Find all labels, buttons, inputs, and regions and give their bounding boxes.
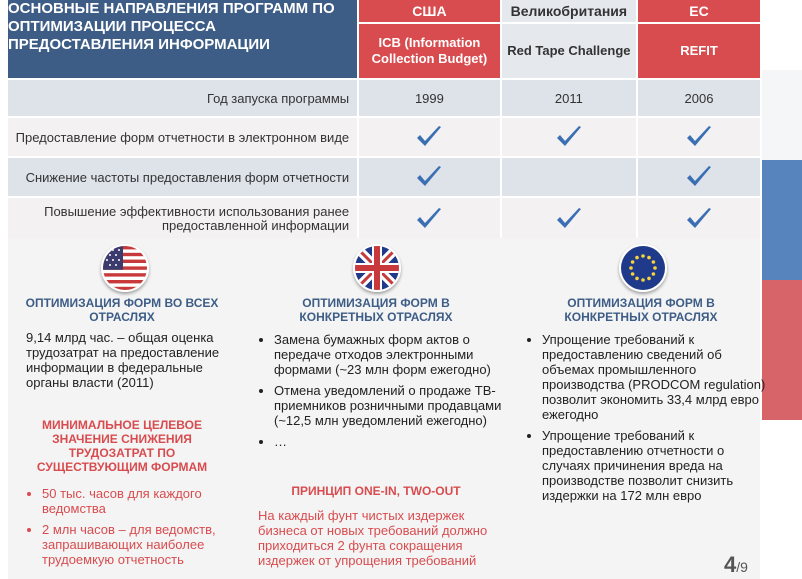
check-cell <box>500 156 636 196</box>
row-label: Снижение частоты предоставления форм отчетности <box>8 156 357 196</box>
table-row <box>8 196 760 240</box>
checkmark-icon <box>415 164 443 190</box>
program-icb: ICB (Information Collection Budget) <box>357 24 500 78</box>
table-row <box>8 78 760 116</box>
uk-bullet-list <box>258 332 526 455</box>
checkmark-icon <box>555 124 583 150</box>
country-uk: Великобритания <box>500 0 636 24</box>
uk-red-title: ПРИНЦИП ONE-IN, TWO-OUT <box>291 484 461 498</box>
us-column-title: ОПТИМИЗАЦИЯ ФОРМ ВО ВСЕХ ОТРАСЛЯХ <box>25 296 219 324</box>
table-row <box>8 116 760 156</box>
checkmark-icon <box>685 124 713 150</box>
year-uk: 2011 <box>500 78 636 116</box>
list-item: • 50 тыс. часов для каждого ведомства <box>42 486 242 516</box>
page-total: /9 <box>736 559 748 575</box>
checkmark-icon <box>685 164 713 190</box>
list-item: • Отмена уведомлений о продаже ТВ-приемников розничными продавцами (~12,5 млн уведомлений ежегодно) <box>274 383 526 428</box>
check-cell <box>500 196 636 240</box>
check-cell <box>357 196 500 240</box>
country-eu: ЕС <box>636 0 760 24</box>
us-flag-icon <box>101 244 149 292</box>
check-cell <box>636 196 760 240</box>
comparison-table <box>8 0 760 240</box>
row-label: Предоставление форм отчетности в электронном виде <box>8 116 357 156</box>
table-row <box>8 156 760 196</box>
table-title: ОСНОВНЫЕ НАПРАВЛЕНИЯ ПРОГРАММ ПО ОПТИМИЗАЦИИ ПРОЦЕССА ПРЕДОСТАВЛЕНИЯ ИНФОРМАЦИИ <box>8 0 357 78</box>
check-cell <box>636 116 760 156</box>
uk-red-text: На каждый фунт чистых издержек бизнеса от новых требований должно приходиться 2 фунта сокращения издержек от упрощения требований <box>258 508 488 568</box>
country-us: США <box>357 0 500 24</box>
eu-flag-icon <box>619 244 667 292</box>
eu-bullet-list <box>526 332 774 509</box>
check-cell <box>636 156 760 196</box>
list-item: • 2 млн часов – для ведомств, запрашивающих наиболее трудоемкую отчетность <box>42 522 242 567</box>
us-column-text: 9,14 млрд час. – общая оценка трудозатрат на предоставление информации в федеральные органы власти (2011) <box>26 330 220 390</box>
check-cell <box>357 156 500 196</box>
checkmark-icon <box>415 206 443 232</box>
program-refit: REFIT <box>636 24 760 78</box>
year-eu: 2006 <box>636 78 760 116</box>
year-us: 1999 <box>357 78 500 116</box>
checkmark-icon <box>685 206 713 232</box>
list-item: • Упрощение требований к предоставлению сведений об объемах промышленного производства (PRODCOM regulation) позволит экономить 33,4 млрд евро ежегодно <box>542 332 774 422</box>
check-cell <box>500 116 636 156</box>
checkmark-icon <box>415 124 443 150</box>
eu-column-title: ОПТИМИЗАЦИЯ ФОРМ В КОНКРЕТНЫХ ОТРАСЛЯХ <box>564 296 718 324</box>
uk-flag-icon <box>353 244 401 292</box>
page-current: 4 <box>724 552 737 577</box>
list-item: • Упрощение требований к предоставлению отчетности о случаях причинения вреда на производстве позволит снизить издержки на 172 млн евро <box>542 428 774 503</box>
us-bullet-list <box>26 486 242 573</box>
list-item: • Замена бумажных форм актов о передаче отходов электронными формами (~23 млн форм ежегодно) <box>274 332 526 377</box>
page-number <box>724 552 748 578</box>
row-label: Год запуска программы <box>8 78 357 116</box>
list-item: • … <box>274 434 526 449</box>
uk-column-title: ОПТИМИЗАЦИЯ ФОРМ В КОНКРЕТНЫХ ОТРАСЛЯХ <box>299 296 453 324</box>
row-label: Повышение эффективности использования ранее предоставленной информации <box>8 196 357 240</box>
program-red-tape: Red Tape Challenge <box>500 24 636 78</box>
checkmark-icon <box>555 206 583 232</box>
us-red-title: МИНИМАЛЬНОЕ ЦЕЛЕВОЕ ЗНАЧЕНИЕ СНИЖЕНИЯ ТРУДОЗАТРАТ ПО СУЩЕСТВУЮЩИМ ФОРМАМ <box>36 418 208 474</box>
check-cell <box>357 116 500 156</box>
